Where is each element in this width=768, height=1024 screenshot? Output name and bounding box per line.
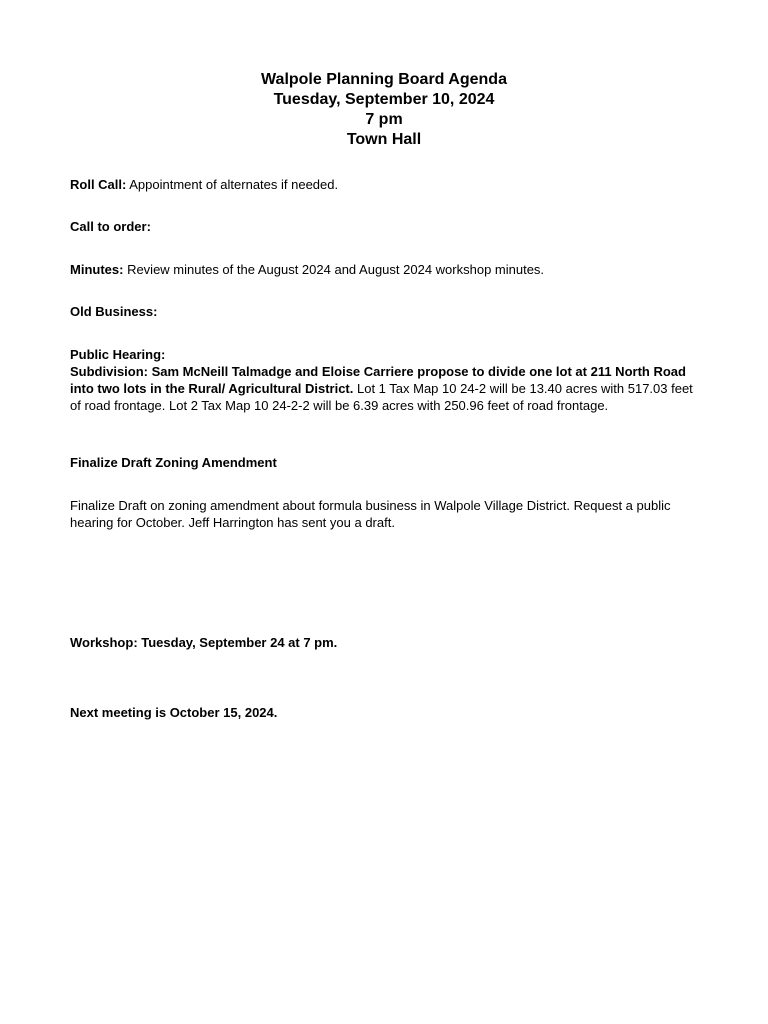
old-business-label: Old Business: — [70, 304, 158, 319]
call-to-order-label: Call to order: — [70, 219, 151, 234]
call-to-order-item — [70, 218, 700, 235]
meeting-time: 7 pm — [365, 111, 403, 128]
zoning-amendment-heading-item — [70, 454, 700, 471]
public-hearing-item — [70, 346, 700, 414]
workshop-text: Workshop: Tuesday, September 24 at 7 pm. — [70, 635, 338, 650]
subdivision-details: Lot 1 Tax Map 10 24-2 will be 13.40 acres with 517.03 feet of road frontage. Lot 2 Tax Map 10 24-2-2 will be 6.39 acres with 250.96 feet of road frontage. — [70, 381, 693, 413]
subdivision-title: Subdivision: Sam McNeill Talmadge and Eloise Carriere propose to divide one lot at 211 North Road into two lots in the Rural/ Agricultural District. — [70, 364, 686, 396]
zoning-amendment-text: Finalize Draft on zoning amendment about formula business in Walpole Village District. Request a public hearing for October. Jeff Harrington has sent you a draft. — [70, 498, 671, 530]
meeting-location: Town Hall — [346, 131, 422, 148]
zoning-amendment-item — [70, 497, 700, 531]
next-meeting-item — [70, 704, 700, 721]
workshop-item — [70, 634, 700, 651]
agenda-header — [0, 70, 768, 150]
roll-call-label: Roll Call: — [70, 177, 127, 192]
old-business-item — [70, 303, 700, 320]
next-meeting-text: Next meeting is October 15, 2024. — [70, 705, 278, 720]
subdivision-paragraph — [70, 363, 700, 414]
zoning-amendment-label: Finalize Draft Zoning Amendment — [70, 455, 277, 470]
minutes-label: Minutes: — [70, 262, 124, 277]
meeting-date: Tuesday, September 10, 2024 — [273, 91, 495, 108]
public-hearing-label: Public Hearing: — [70, 347, 166, 362]
roll-call-text: Appointment of alternates if needed. — [126, 177, 339, 192]
roll-call-item — [70, 176, 700, 193]
document-title: Walpole Planning Board Agenda — [261, 71, 507, 88]
minutes-item — [70, 261, 700, 278]
minutes-text: Review minutes of the August 2024 and August 2024 workshop minutes. — [123, 262, 545, 277]
